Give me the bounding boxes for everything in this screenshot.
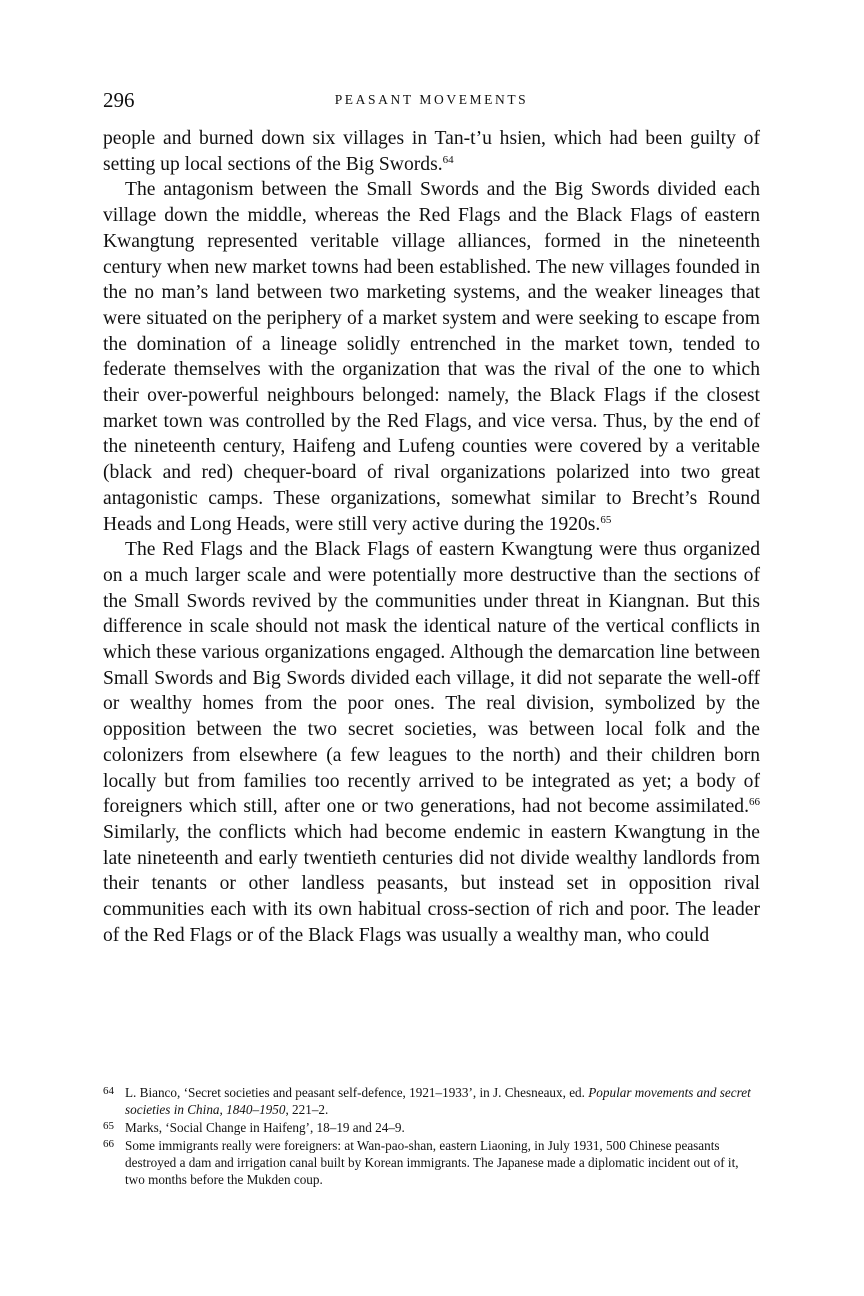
- footnote-text: Some immigrants really were foreigners: at Wan-pao-shan, eastern Liaoning, in July 1931, 500 Chinese peasants destroyed a dam and irrigation canal built by Korean immigrants. The Japanese made a diplomatic incident out of it, two months before the Mukden coup.: [125, 1138, 739, 1187]
- footnote-mark: 65: [103, 1120, 114, 1132]
- footnote-text: L. Bianco, ‘Secret societies and peasant self-defence, 1921–1933’, in J. Chesneaux, ed.: [125, 1085, 589, 1100]
- paragraph-3-text-b: Similarly, the conflicts which had become endemic in eastern Kwangtung in the late nineteenth and early twentieth centuries did not divide wealthy landlords from their tenants or other landless peasants, but instead set in opposition rival communities each with its own habitual cross-section of rich and poor. The leader of the Red Flags or of the Black Flags was usually a wealthy man, who could: [103, 821, 760, 946]
- footnote-ref-65[interactable]: 65: [600, 513, 612, 526]
- footnote-ref-66[interactable]: 66: [749, 796, 760, 809]
- page-number: 296: [103, 88, 135, 112]
- paragraph-2-text: The antagonism between the Small Swords and the Big Swords divided each village down the middle, whereas the Red Flags and the Black Flags of eastern Kwangtung represented veritable village alliances, formed in the nineteenth century when new market towns had been established. The new villages founded in the no man’s land between two marketing systems, and the weaker lineages that were situated on the periphery of a market system and were seeking to escape from the domination of a lineage solidly entrenched in the market town, tended to federate themselves with the organization that was the rival of the one to which their over-powerful neighbours belonged: namely, the Black Flags if the closest market town was controlled by the Red Flags, and vice versa. Thus, by the end of the nineteenth century, Haifeng and Lufeng counties were covered by a veritable (black and red) chequer-board of rival organizations polarized into two great antagonistic camps. These organizations, somewhat similar to Brecht’s Round Heads and Long Heads, were still very active during the 1920s.: [103, 179, 760, 535]
- footnote-64: [103, 1083, 760, 1118]
- paragraph-1: [103, 126, 760, 177]
- footnote-mark: 64: [103, 1085, 114, 1097]
- footnote-text: Marks, ‘Social Change in Haifeng’, 18–19 and 24–9.: [125, 1120, 405, 1135]
- footnote-ref-64[interactable]: 64: [442, 153, 454, 166]
- running-title: PEASANT MOVEMENTS: [334, 92, 529, 107]
- paragraph-1-text: people and burned down six villages in Tan-t’u hsien, which had been guilty of setting up local sections of the Big Swords.: [103, 128, 760, 175]
- footnote-text: , 221–2.: [285, 1102, 329, 1117]
- footnote-65: [103, 1118, 760, 1136]
- body-text: [103, 126, 760, 949]
- paragraph-3: [103, 537, 760, 948]
- paragraph-2: [103, 177, 760, 537]
- paragraph-3-text-a: The Red Flags and the Black Flags of eastern Kwangtung were thus organized on a much larger scale and were potentially more destructive than the sections of the Small Swords revived by the communities under threat in Kiangnan. But this difference in scale should not mask the identical nature of the vertical conflicts in which these various organizations engaged. Although the demarcation line between Small Swords and Big Swords divided each village, it did not separate the well-off or wealthy homes from the poor ones. The real division, symbolized by the opposition between the two secret societies, was between local folk and the colonizers from elsewhere (a few leagues to the north) and their children born locally but from families too recently arrived to be integrated as yet; a body of foreigners which still, after one or two generations, had not become assimilated.: [103, 539, 760, 818]
- running-head: [103, 87, 760, 113]
- footnotes: [103, 1083, 760, 1188]
- footnote-66: [103, 1136, 760, 1188]
- footnote-title-italic: Popular movements and secret societies in China, 1840–1950: [125, 1085, 751, 1117]
- footnote-mark: 66: [103, 1138, 114, 1150]
